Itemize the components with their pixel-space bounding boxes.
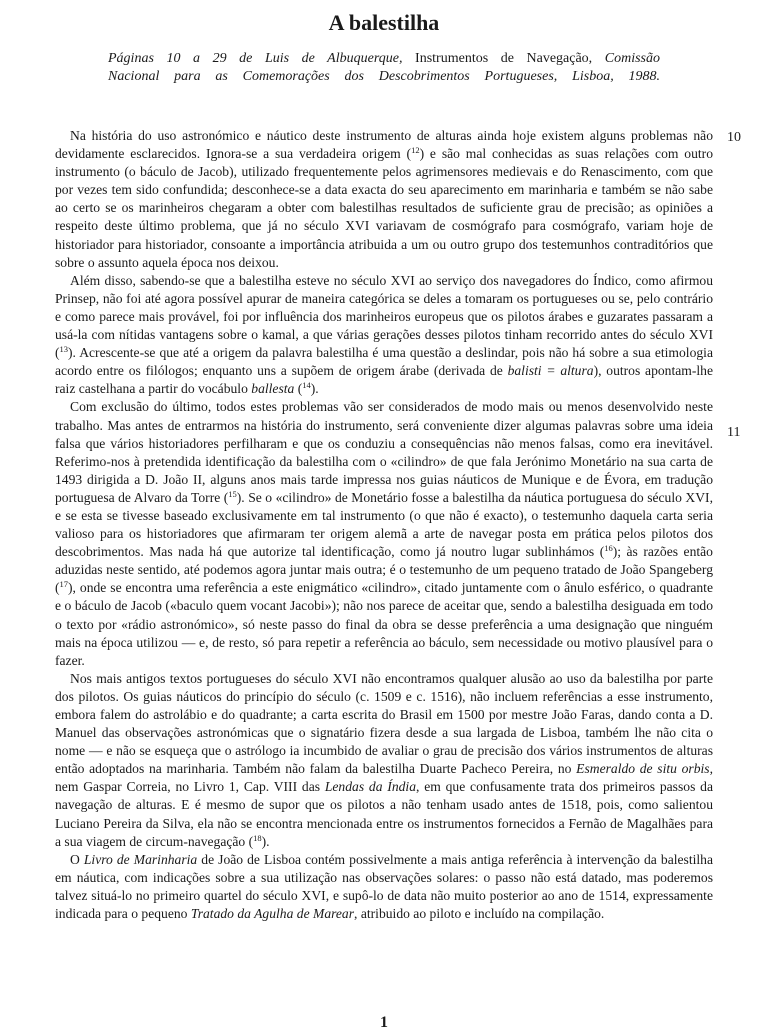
footnote-ref: 14 (302, 380, 311, 391)
footnote-ref: 16 (604, 543, 613, 554)
margin-page-ref: 11 (727, 425, 741, 440)
paragraph (55, 851, 713, 923)
italic-text: balisti = altura (507, 363, 594, 379)
footnote-ref: 17 (59, 579, 69, 590)
text-run: , em que confusamente trata dos primeiros passos da navegação de alturas. E é mesmo de supor que os pilotos a não tenham usado antes de 1518, pois, como salientou Luciano Pereira da Silva, ela não se encontra mencionada entre os instrumentos fornecidos a Fernão de Magalhães para a sua viagem de circum-navegação ( (55, 779, 713, 849)
italic-text: Livro de Marinharia (83, 851, 198, 867)
italic-text: Tratado da Agulha de Marear (190, 906, 355, 922)
citation-part-2: Comissão (604, 51, 660, 66)
text-run: ), onde se encontra uma referência a este enigmático «cilindro», citado juntamente com o ânulo esférico, o quadrante e o báculo de Jacob («baculo quem vocant Jacobi»); não nos parece de aceitar que, sendo a balestilha desiguada em todo o texto por «rádio astronómico», só neste passo do final da obra se desse preferência a uma designação que ninguém mais na época utilizou — e, de resto, só para repetir a referência ao báculo, sem necessidade ou motivo plausível para o fazer. (55, 580, 713, 668)
text-run: ). (310, 381, 319, 397)
text-run: ). (261, 833, 270, 849)
paragraph (55, 398, 713, 669)
text-run: ( (294, 381, 303, 397)
text-run: ) e são mal conhecidas as suas relações com outro instrumento (o báculo de Jacob), utilizado frequentemente pelos agrimensores medievais e do Renascimento, com que por vezes tem sido confundida; desconhece-se a data exacta do seu aparecimento em marinharia e também se não sabe ao certo se os marinheiros chegaram a obter com balestilhas resultados de suficiente grau de precisão; as opiniões a respeito deste último problema, que já no século XVI variavam de cosmógrafo para cosmógrafo, variam hoje de historiador para historiador, consoante a importância atribuida a um ou outro grupo dos testemunhos contraditórios que sobre o assunto aquela época nos deixou. (55, 146, 713, 270)
page-title: A balestilha (328, 10, 440, 35)
margin-page-ref: 10 (727, 130, 741, 145)
citation-line-2: Nacional para as Comemorações dos Descobrimentos Portugueses, Lisboa, 1988. (108, 69, 660, 84)
paragraph (55, 272, 713, 399)
source-citation (108, 50, 660, 86)
italic-text: Esmeraldo de situ orbis (576, 761, 710, 777)
text-run: , nem Gaspar Correia, no Livro 1, Cap. VIII das (55, 761, 713, 795)
text-run: Com exclusão do último, todos estes problemas vão ser considerados de modo mais ou menos desenvolvido neste trabalho. Mas antes de entrarmos na história do instrumento, será conveniente dizer algumas palavras sobre uma ideia falsa que vários historiadores perfilharam e que os conduziu a consequências não menos falsas, como era inevitável. Referimo-nos à pretendida identificação da balestilha com o «cilindro» de que fala Jerónimo Monetário na sua carta de 1493 dirigida a D. João II, alguns anos mais tarde impressa nos guias náuticos de Munique e de Évora, em tradução portuguesa de Alvaro da Torre ( (55, 399, 713, 505)
citation-part-1: Páginas 10 a 29 de Luis de Albuquerque, (108, 51, 416, 66)
article-body (55, 127, 713, 923)
text-run: ), outros apontam-lhe raiz castelhana a partir do vocábulo (55, 363, 713, 397)
footnote-ref: 12 (411, 145, 420, 156)
footnote-ref: 13 (59, 344, 69, 355)
paragraph (55, 127, 713, 272)
italic-text: ballesta (251, 381, 295, 397)
footnote-ref: 15 (228, 488, 237, 499)
text-run: ). Se o «cilindro» de Monetário fosse a balestilha da náutica portuguesa do século XVI, e se esta se tivesse baseado exclusivamente em tal instrumento (o que não é exacto), o testemunho daquela carta seria valioso para os historiadores que afirmaram ter origem alemã a arte de navegar posta em prática pelos pilotos dos descobrimentos. Mas nada há que autorize tal identificação, como já noutro lugar sublinhámos ( (55, 489, 713, 560)
footnote-ref: 18 (253, 832, 262, 843)
text-run: Na história do uso astronómico e náutico deste instrumento de alturas ainda hoje existem alguns problemas não devidamente esclarecidos. Ignora-se a sua verdadeira origem ( (55, 128, 713, 162)
text-run: Nos mais antigos textos portugueses do século XVI não encontramos qualquer alusão ao uso da balestilha por parte dos pilotos. Os guias náuticos do princípio do século (c. 1509 e c. 1516), não incluem referências a esse instrumento, embora falem do astrolábio e do quadrante; a carta escrita do Brasil em 1500 por mestre João Faras, dando conta a D. Manuel das observações astronómicas que o signatário fizera desde a sua largada de Lisboa, também lhe não cita o nome — e não se esqueça que o astrólogo ia incumbido de avaliar o grau de precisão dos vários instrumentos de alturas então adoptados na marinharia. Também não falam da balestilha Duarte Pacheco Pereira, no (55, 670, 713, 777)
text-run: O (70, 851, 84, 867)
text-run: de João de Lisboa contém possivelmente a mais antiga referência à intervenção da balestilha em náutica, com indicações sobre a sua utilização nas observações solares: o passo não está datado, mas poderemos talvez situá-lo no primeiro quartel do século XVI, e supô-lo de data não muito posterior ao ano de 1514, expressamente indicada para o pequeno (55, 851, 713, 922)
paragraph (55, 670, 713, 851)
citation-book-title: Instrumentos de Navegação, (415, 51, 605, 66)
text-run: ); às razões então aduzidas neste sentido, até podemos agora juntar mais outra; é o testemunho de um pequeno tratado de João Spangeberg ( (55, 544, 713, 596)
text-run: Além disso, sabendo-se que a balestilha esteve no século XVI ao serviço dos navegadores do Índico, como afirmou Prinsep, não foi até agora possível apurar de maneira categórica se deles a tomaram os portugueses ou se, pelo contrário e como parece mais provável, foi por influência dos marinheiros europeus que os pilotos árabes e guzarates passaram a usá-la com nítidas vantagens sobre o kamal, a que várias gerações desses pilotos tinham recorrido antes do século XVI ( (55, 272, 713, 361)
text-run: ). Acrescente-se que até a origem da palavra balestilha é uma questão a deslindar, pois não há sobre a sua etimologia acordo entre os filólogos; enquanto uns a supõem de origem árabe (derivada de (55, 345, 713, 379)
italic-text: Lendas da Índia (324, 779, 416, 795)
text-run: , atribuido ao piloto e incluído na compilação. (354, 906, 605, 922)
page-number: 1 (380, 1014, 388, 1031)
